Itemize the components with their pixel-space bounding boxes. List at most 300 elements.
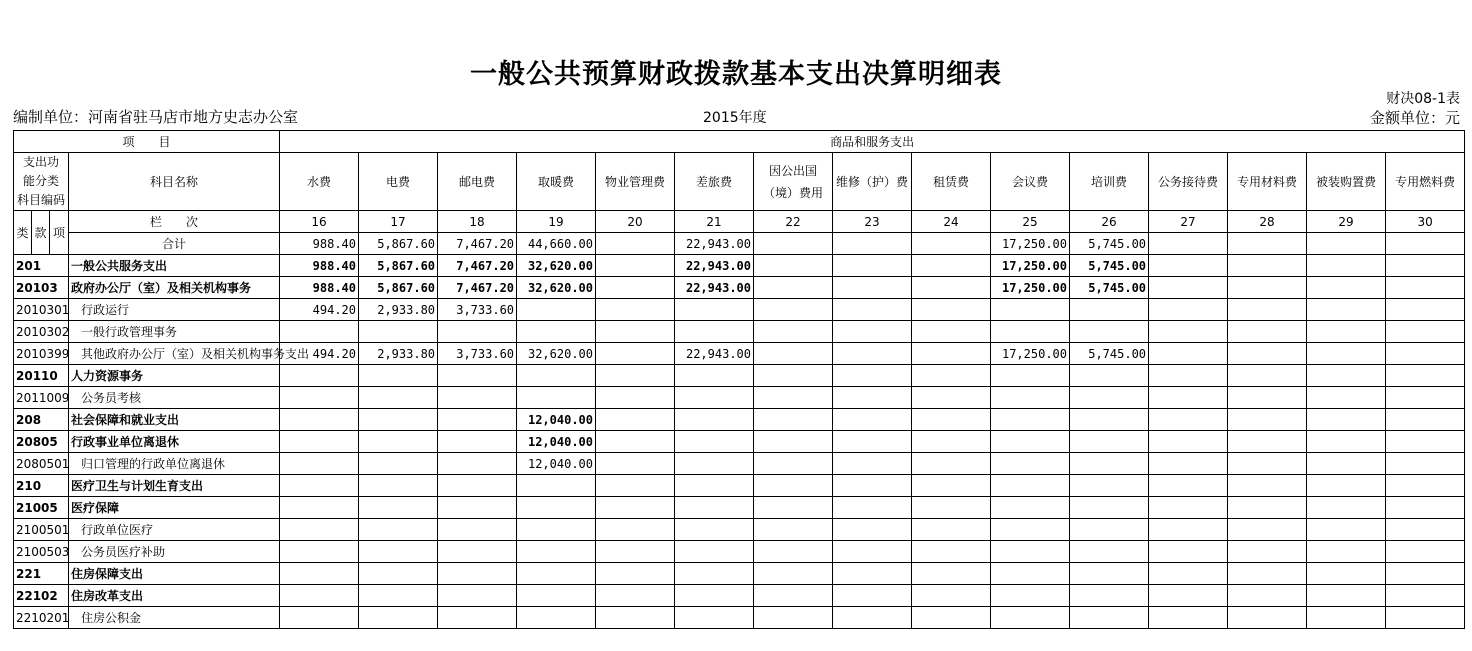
value-cell (438, 475, 517, 497)
value-cell (1149, 343, 1228, 365)
value-cell (438, 497, 517, 519)
column-header: 因公出国 （境）费用 (754, 153, 833, 211)
value-cell (1228, 299, 1307, 321)
value-cell (596, 431, 675, 453)
column-number: 17 (359, 211, 438, 233)
value-cell: 5,745.00 (1070, 255, 1149, 277)
value-cell (438, 541, 517, 563)
row-code: 2100503 (14, 541, 69, 563)
form-code: 财决08-1表 (1386, 91, 1460, 107)
value-cell (912, 607, 991, 629)
value-cell (1228, 233, 1307, 255)
value-cell (675, 431, 754, 453)
value-cell (991, 409, 1070, 431)
value-cell (1228, 277, 1307, 299)
value-cell (991, 519, 1070, 541)
value-cell (675, 475, 754, 497)
column-number: 29 (1307, 211, 1386, 233)
row-code: 22102 (14, 585, 69, 607)
value-cell (280, 607, 359, 629)
value-cell (1386, 409, 1465, 431)
value-cell (833, 321, 912, 343)
value-cell (833, 541, 912, 563)
row-code: 21005 (14, 497, 69, 519)
value-cell (912, 431, 991, 453)
table-row (14, 409, 1465, 431)
value-cell (1228, 541, 1307, 563)
value-cell (754, 387, 833, 409)
code-header: 支出功 能分类 科目编码 (14, 153, 69, 211)
value-cell (517, 387, 596, 409)
value-cell: 5,745.00 (1070, 277, 1149, 299)
value-cell (754, 607, 833, 629)
value-cell (833, 233, 912, 255)
row-name: 行政单位医疗 (69, 519, 280, 541)
row-name: 住房保障支出 (69, 563, 280, 585)
value-cell: 22,943.00 (675, 343, 754, 365)
value-cell (280, 453, 359, 475)
value-cell: 5,745.00 (1070, 343, 1149, 365)
row-code: 2080501 (14, 453, 69, 475)
value-cell: 12,040.00 (517, 431, 596, 453)
value-cell (754, 365, 833, 387)
value-cell (1307, 277, 1386, 299)
value-cell (596, 255, 675, 277)
column-number: 21 (675, 211, 754, 233)
value-cell: 44,660.00 (517, 233, 596, 255)
column-header: 专用燃料费 (1386, 153, 1465, 211)
value-cell (1386, 607, 1465, 629)
report-year: 2015年度 (703, 110, 767, 126)
value-cell: 17,250.00 (991, 255, 1070, 277)
total-label: 合计 (69, 233, 280, 255)
value-cell (1149, 475, 1228, 497)
value-cell (912, 519, 991, 541)
value-cell (1149, 277, 1228, 299)
value-cell (991, 299, 1070, 321)
value-cell (1228, 453, 1307, 475)
value-cell (1070, 387, 1149, 409)
value-cell (1149, 519, 1228, 541)
value-cell: 7,467.20 (438, 255, 517, 277)
row-code: 20103 (14, 277, 69, 299)
value-cell (991, 497, 1070, 519)
table-row (14, 563, 1465, 585)
value-cell (596, 475, 675, 497)
value-cell (1149, 563, 1228, 585)
table-row (14, 321, 1465, 343)
row-code: 2210201 (14, 607, 69, 629)
value-cell (359, 519, 438, 541)
value-cell: 12,040.00 (517, 409, 596, 431)
column-number: 18 (438, 211, 517, 233)
value-cell (991, 563, 1070, 585)
value-cell (991, 431, 1070, 453)
value-cell (1149, 387, 1228, 409)
value-cell (754, 431, 833, 453)
value-cell (1228, 387, 1307, 409)
value-cell (912, 321, 991, 343)
table-row (14, 299, 1465, 321)
value-cell (1386, 299, 1465, 321)
value-cell (675, 387, 754, 409)
value-cell (675, 321, 754, 343)
row-name: 住房公积金 (69, 607, 280, 629)
value-cell (1070, 299, 1149, 321)
value-cell (833, 409, 912, 431)
column-header: 物业管理费 (596, 153, 675, 211)
value-cell (1070, 431, 1149, 453)
value-cell (596, 365, 675, 387)
value-cell (1307, 607, 1386, 629)
value-cell (438, 607, 517, 629)
value-cell (1070, 453, 1149, 475)
value-cell (596, 343, 675, 365)
value-cell (833, 299, 912, 321)
value-cell (359, 321, 438, 343)
value-cell (359, 365, 438, 387)
value-cell (1228, 365, 1307, 387)
value-cell (675, 409, 754, 431)
value-cell (1149, 299, 1228, 321)
value-cell (280, 475, 359, 497)
value-cell (280, 497, 359, 519)
value-cell (1149, 365, 1228, 387)
value-cell (912, 365, 991, 387)
value-cell (517, 475, 596, 497)
value-cell (675, 365, 754, 387)
column-number: 26 (1070, 211, 1149, 233)
row-code: 2010399 (14, 343, 69, 365)
value-cell (912, 409, 991, 431)
value-cell (912, 541, 991, 563)
value-cell (359, 497, 438, 519)
row-name: 其他政府办公厅（室）及相关机构事务支出 (69, 343, 280, 365)
row-code: 2010302 (14, 321, 69, 343)
value-cell (596, 541, 675, 563)
value-cell (1149, 431, 1228, 453)
value-cell (1228, 431, 1307, 453)
table-row (14, 607, 1465, 629)
value-cell (754, 343, 833, 365)
value-cell (1070, 607, 1149, 629)
value-cell: 32,620.00 (517, 277, 596, 299)
value-cell (596, 409, 675, 431)
row-name: 社会保障和就业支出 (69, 409, 280, 431)
value-cell (833, 563, 912, 585)
value-cell (517, 299, 596, 321)
value-cell (1149, 409, 1228, 431)
table-row (14, 233, 1465, 255)
value-cell (754, 585, 833, 607)
value-cell (517, 541, 596, 563)
value-cell (1386, 277, 1465, 299)
row-code: 20110 (14, 365, 69, 387)
value-cell (517, 497, 596, 519)
value-cell (280, 541, 359, 563)
value-cell (754, 321, 833, 343)
value-cell (438, 365, 517, 387)
value-cell (833, 475, 912, 497)
value-cell (596, 607, 675, 629)
value-cell (1307, 299, 1386, 321)
column-number: 19 (517, 211, 596, 233)
value-cell (833, 453, 912, 475)
value-cell: 988.40 (280, 233, 359, 255)
value-cell (1070, 475, 1149, 497)
value-cell (1070, 497, 1149, 519)
lanci-label: 栏 次 (69, 211, 280, 233)
value-cell (912, 585, 991, 607)
value-cell (1149, 541, 1228, 563)
row-code: 20805 (14, 431, 69, 453)
amount-unit: 金额单位：元 (1369, 109, 1460, 127)
value-cell: 17,250.00 (991, 233, 1070, 255)
value-cell (359, 563, 438, 585)
value-cell (754, 277, 833, 299)
value-cell (833, 277, 912, 299)
value-cell (359, 387, 438, 409)
value-cell (596, 585, 675, 607)
value-cell (1386, 255, 1465, 277)
value-cell (1386, 563, 1465, 585)
value-cell (359, 431, 438, 453)
value-cell (833, 343, 912, 365)
row-code: 2011009 (14, 387, 69, 409)
value-cell (596, 519, 675, 541)
xiang-label: 项 (50, 211, 69, 255)
value-cell: 22,943.00 (675, 255, 754, 277)
value-cell (991, 541, 1070, 563)
row-name: 行政事业单位离退休 (69, 431, 280, 453)
value-cell: 494.20 (280, 343, 359, 365)
value-cell (1307, 365, 1386, 387)
value-cell (1386, 431, 1465, 453)
value-cell (1386, 453, 1465, 475)
goods-services-group-header: 商品和服务支出 (280, 131, 1465, 153)
value-cell (754, 563, 833, 585)
value-cell: 22,943.00 (675, 277, 754, 299)
value-cell (1386, 585, 1465, 607)
value-cell (596, 277, 675, 299)
column-number: 23 (833, 211, 912, 233)
value-cell: 5,867.60 (359, 255, 438, 277)
value-cell (912, 343, 991, 365)
value-cell (912, 453, 991, 475)
value-cell (754, 519, 833, 541)
value-cell (359, 409, 438, 431)
value-cell: 3,733.60 (438, 343, 517, 365)
value-cell (1228, 607, 1307, 629)
value-cell (596, 321, 675, 343)
row-name: 公务员考核 (69, 387, 280, 409)
value-cell (1070, 365, 1149, 387)
value-cell (1307, 563, 1386, 585)
row-name: 一般公共服务支出 (69, 255, 280, 277)
value-cell (1070, 585, 1149, 607)
value-cell (912, 299, 991, 321)
column-header: 水费 (280, 153, 359, 211)
value-cell (675, 299, 754, 321)
row-code: 221 (14, 563, 69, 585)
value-cell (596, 563, 675, 585)
value-cell (280, 431, 359, 453)
value-cell (675, 585, 754, 607)
expenditure-table (13, 130, 1465, 629)
report-title: 一般公共预算财政拨款基本支出决算明细表 (470, 59, 1002, 90)
value-cell (1386, 233, 1465, 255)
table-row (14, 497, 1465, 519)
value-cell (1228, 255, 1307, 277)
value-cell (596, 233, 675, 255)
table-row (14, 277, 1465, 299)
value-cell (438, 453, 517, 475)
project-header: 项 目 (14, 131, 280, 153)
value-cell (438, 563, 517, 585)
value-cell: 5,867.60 (359, 233, 438, 255)
row-code: 208 (14, 409, 69, 431)
value-cell: 32,620.00 (517, 255, 596, 277)
table-row (14, 541, 1465, 563)
value-cell: 494.20 (280, 299, 359, 321)
value-cell (1386, 497, 1465, 519)
value-cell (280, 321, 359, 343)
value-cell: 7,467.20 (438, 277, 517, 299)
value-cell: 3,733.60 (438, 299, 517, 321)
header-row-3 (14, 211, 1465, 233)
value-cell (1307, 431, 1386, 453)
column-number: 28 (1228, 211, 1307, 233)
header-row-2 (14, 153, 1465, 211)
value-cell (833, 497, 912, 519)
value-cell (991, 321, 1070, 343)
value-cell (1307, 453, 1386, 475)
value-cell (1149, 321, 1228, 343)
table-row (14, 387, 1465, 409)
value-cell (1149, 453, 1228, 475)
value-cell (754, 497, 833, 519)
value-cell: 5,867.60 (359, 277, 438, 299)
value-cell (438, 409, 517, 431)
value-cell (1070, 409, 1149, 431)
column-number: 25 (991, 211, 1070, 233)
value-cell (280, 563, 359, 585)
value-cell (517, 563, 596, 585)
value-cell (359, 453, 438, 475)
value-cell (1149, 607, 1228, 629)
value-cell (1070, 563, 1149, 585)
value-cell (596, 387, 675, 409)
column-number: 27 (1149, 211, 1228, 233)
column-header: 邮电费 (438, 153, 517, 211)
value-cell (1307, 409, 1386, 431)
value-cell (1149, 497, 1228, 519)
value-cell (280, 409, 359, 431)
table-row (14, 431, 1465, 453)
value-cell (1228, 409, 1307, 431)
value-cell: 32,620.00 (517, 343, 596, 365)
table-row (14, 453, 1465, 475)
value-cell (1228, 497, 1307, 519)
row-name: 行政运行 (69, 299, 280, 321)
value-cell (991, 365, 1070, 387)
value-cell: 17,250.00 (991, 277, 1070, 299)
value-cell (359, 541, 438, 563)
value-cell (1386, 365, 1465, 387)
value-cell (596, 299, 675, 321)
row-code: 210 (14, 475, 69, 497)
column-number: 24 (912, 211, 991, 233)
value-cell (280, 387, 359, 409)
value-cell (754, 299, 833, 321)
value-cell (1070, 321, 1149, 343)
value-cell (1307, 541, 1386, 563)
value-cell (280, 519, 359, 541)
value-cell (280, 365, 359, 387)
value-cell (912, 475, 991, 497)
value-cell (754, 475, 833, 497)
value-cell (1228, 519, 1307, 541)
value-cell (1149, 255, 1228, 277)
value-cell (833, 431, 912, 453)
value-cell (754, 409, 833, 431)
value-cell (438, 387, 517, 409)
value-cell (833, 255, 912, 277)
value-cell (1307, 255, 1386, 277)
table-row (14, 585, 1465, 607)
value-cell (1228, 343, 1307, 365)
value-cell (517, 519, 596, 541)
value-cell (1228, 563, 1307, 585)
value-cell: 2,933.80 (359, 299, 438, 321)
value-cell (280, 585, 359, 607)
value-cell (833, 585, 912, 607)
column-header: 专用材料费 (1228, 153, 1307, 211)
value-cell (833, 519, 912, 541)
column-header: 差旅费 (675, 153, 754, 211)
value-cell (438, 321, 517, 343)
value-cell (517, 321, 596, 343)
name-header: 科目名称 (69, 153, 280, 211)
column-number: 16 (280, 211, 359, 233)
value-cell (754, 541, 833, 563)
value-cell: 988.40 (280, 255, 359, 277)
value-cell (1386, 343, 1465, 365)
value-cell (912, 255, 991, 277)
value-cell (517, 607, 596, 629)
value-cell (1149, 233, 1228, 255)
value-cell (991, 387, 1070, 409)
column-header: 电费 (359, 153, 438, 211)
kuan-label: 款 (32, 211, 50, 255)
value-cell (912, 387, 991, 409)
column-header: 会议费 (991, 153, 1070, 211)
value-cell (833, 607, 912, 629)
value-cell (596, 497, 675, 519)
value-cell (1307, 475, 1386, 497)
table-body (14, 131, 1465, 629)
value-cell (438, 585, 517, 607)
value-cell (1149, 585, 1228, 607)
value-cell (833, 387, 912, 409)
reporting-unit: 编制单位：河南省驻马店市地方史志办公室 (13, 108, 299, 126)
value-cell: 22,943.00 (675, 233, 754, 255)
row-name: 一般行政管理事务 (69, 321, 280, 343)
lei-label: 类 (14, 211, 32, 255)
value-cell (833, 365, 912, 387)
value-cell (1386, 321, 1465, 343)
value-cell (1070, 519, 1149, 541)
